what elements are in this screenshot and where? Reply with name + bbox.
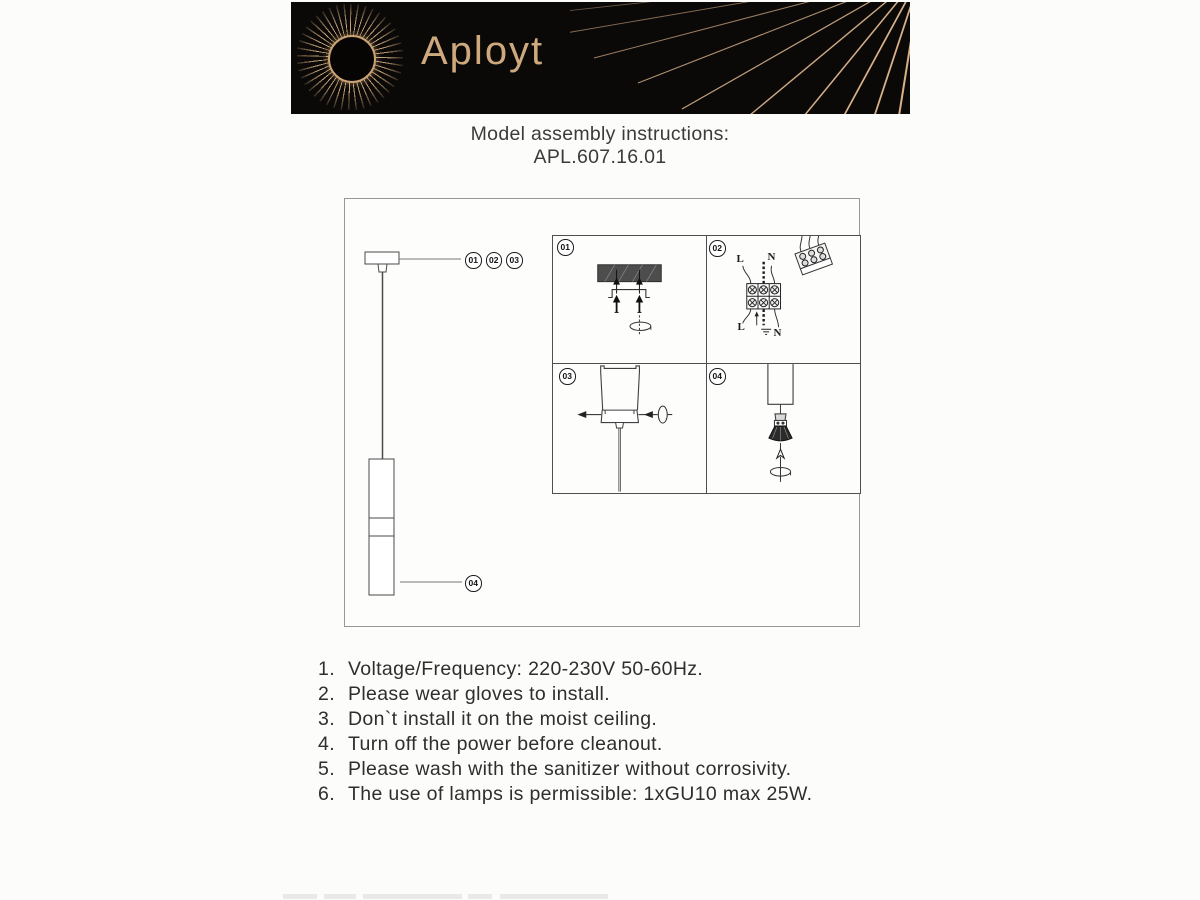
- instruction-number: 2.: [318, 683, 335, 705]
- step-02-label: 02: [709, 240, 726, 257]
- step-panel-03: [553, 364, 707, 493]
- step-01-label: 01: [557, 239, 574, 256]
- callout-03: 03: [506, 252, 523, 269]
- step-panel-01: [553, 236, 707, 364]
- instruction-text: Don`t install it on the moist ceiling.: [348, 708, 658, 730]
- step-panel-04: [707, 364, 861, 493]
- wire-label-l-bottom: L: [737, 321, 745, 333]
- step-01-drawing: [553, 236, 706, 363]
- ray-fan-decoration: [570, 2, 910, 114]
- brand-banner: [291, 2, 910, 114]
- wire-label-n-top: N: [767, 251, 776, 263]
- steps-grid: [552, 235, 861, 494]
- step-03-label: 03: [559, 368, 576, 385]
- instruction-item-2: [318, 682, 812, 707]
- instruction-list: [318, 657, 812, 807]
- instruction-number: 3.: [318, 708, 335, 730]
- instruction-text: Please wash with the sanitizer without corrosivity.: [348, 758, 792, 780]
- step-03-drawing: [553, 364, 706, 493]
- instruction-number: 1.: [318, 658, 335, 680]
- title-block: [0, 123, 1200, 169]
- model-number: APL.607.16.01: [533, 146, 667, 168]
- callout-04: 04: [465, 575, 482, 592]
- instruction-text: Please wear gloves to install.: [348, 683, 610, 705]
- instruction-number: 6.: [318, 783, 335, 805]
- instruction-text: Voltage/Frequency: 220-230V 50-60Hz.: [348, 658, 704, 680]
- assembly-diagram: [344, 198, 860, 627]
- instruction-item-4: [318, 732, 812, 757]
- step-panel-02: [707, 236, 861, 364]
- callout-02: 02: [486, 252, 503, 269]
- brand-name: Aployt: [421, 29, 545, 73]
- instruction-text: The use of lamps is permissible: 1xGU10 max 25W.: [348, 783, 813, 805]
- cutoff-text-fragment: [0, 894, 1200, 899]
- step-02-drawing: [707, 236, 861, 363]
- instruction-number: 5.: [318, 758, 335, 780]
- page-title: Model assembly instructions:: [470, 123, 730, 145]
- instruction-number: 4.: [318, 733, 335, 755]
- instruction-text: Turn off the power before cleanout.: [348, 733, 663, 755]
- instruction-item-3: [318, 707, 812, 732]
- instruction-item-1: [318, 657, 812, 682]
- instruction-item-6: [318, 782, 812, 807]
- step-04-label: 04: [709, 368, 726, 385]
- wire-label-l-top: L: [736, 253, 744, 265]
- sunburst-core: [328, 35, 376, 83]
- callout-01: 01: [465, 252, 482, 269]
- wire-label-n-bottom: N: [773, 327, 782, 339]
- step-04-drawing: [707, 364, 861, 493]
- instruction-item-5: [318, 757, 812, 782]
